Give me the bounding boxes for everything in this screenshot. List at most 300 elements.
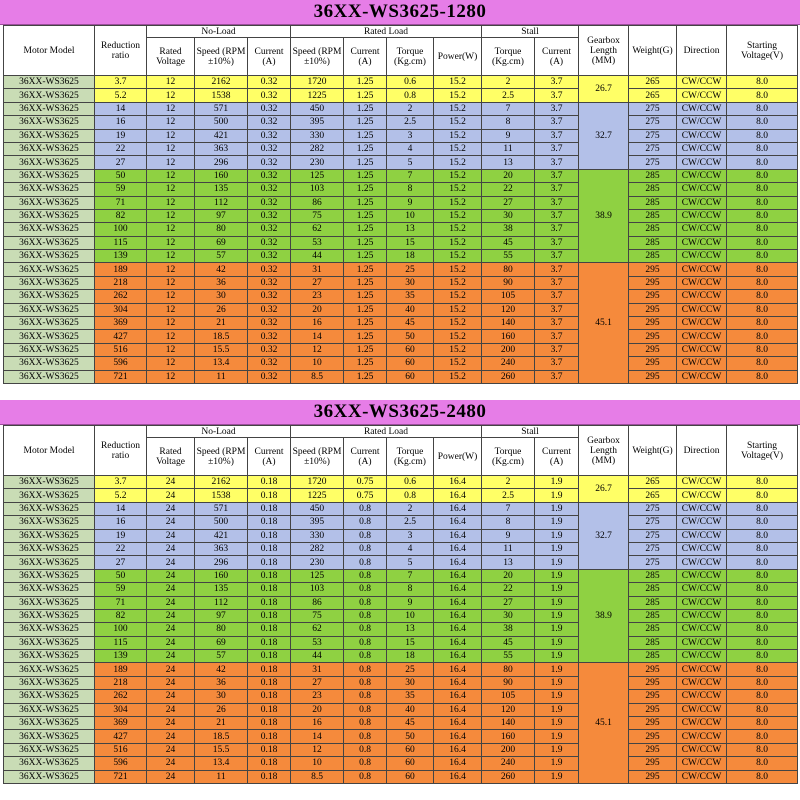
cell-rated-power: 15.2 (434, 209, 482, 222)
cell-stall-current: 1.9 (535, 623, 579, 636)
cell-rated-voltage: 24 (147, 650, 195, 663)
cell-rated-power: 16.4 (434, 542, 482, 555)
cell-rated-power: 15.2 (434, 76, 482, 89)
cell-rated-speed: 44 (291, 650, 344, 663)
cell-reduction-ratio: 427 (95, 730, 147, 743)
cell-rated-torque: 3 (387, 529, 434, 542)
cell-starting-voltage: 8.0 (727, 343, 798, 356)
header-rated-power: Power(W) (434, 38, 482, 76)
cell-starting-voltage: 8.0 (727, 330, 798, 343)
cell-rated-speed: 450 (291, 502, 344, 515)
cell-stall-torque: 260 (482, 770, 535, 783)
cell-noload-current: 0.18 (248, 757, 291, 770)
spec-block-2480 (0, 400, 800, 800)
cell-weight: 285 (629, 183, 677, 196)
cell-starting-voltage: 8.0 (727, 542, 798, 555)
cell-rated-speed: 31 (291, 263, 344, 276)
cell-weight: 275 (629, 516, 677, 529)
cell-weight: 265 (629, 489, 677, 502)
cell-rated-torque: 30 (387, 276, 434, 289)
header-rated-power: Power(W) (434, 438, 482, 476)
cell-rated-current: 0.8 (344, 516, 387, 529)
cell-rated-current: 0.8 (344, 623, 387, 636)
header-noload-speed: Speed (RPM ±10%) (195, 438, 248, 476)
cell-rated-torque: 60 (387, 357, 434, 370)
cell-reduction-ratio: 71 (95, 196, 147, 209)
table-body (4, 476, 798, 784)
cell-motor-model: 36XX-WS3625 (4, 290, 95, 303)
cell-stall-current: 3.7 (535, 236, 579, 249)
cell-rated-voltage: 24 (147, 770, 195, 783)
header-stall: Stall (482, 426, 579, 438)
cell-rated-torque: 15 (387, 236, 434, 249)
cell-reduction-ratio: 71 (95, 596, 147, 609)
cell-stall-torque: 30 (482, 609, 535, 622)
cell-motor-model: 36XX-WS3625 (4, 116, 95, 129)
cell-rated-voltage: 24 (147, 542, 195, 555)
cell-reduction-ratio: 369 (95, 317, 147, 330)
cell-rated-voltage: 12 (147, 156, 195, 169)
cell-stall-torque: 120 (482, 703, 535, 716)
cell-stall-torque: 20 (482, 569, 535, 582)
cell-direction: CW/CCW (677, 102, 727, 115)
cell-weight: 295 (629, 770, 677, 783)
cell-rated-speed: 31 (291, 663, 344, 676)
cell-motor-model: 36XX-WS3625 (4, 609, 95, 622)
cell-noload-current: 0.18 (248, 516, 291, 529)
header-weight: Weight(G) (629, 426, 677, 476)
cell-rated-torque: 0.6 (387, 476, 434, 489)
cell-rated-current: 1.25 (344, 89, 387, 102)
cell-rated-current: 1.25 (344, 317, 387, 330)
cell-noload-current: 0.18 (248, 636, 291, 649)
cell-rated-speed: 62 (291, 623, 344, 636)
cell-rated-voltage: 24 (147, 743, 195, 756)
cell-weight: 285 (629, 650, 677, 663)
cell-direction: CW/CCW (677, 730, 727, 743)
cell-starting-voltage: 8.0 (727, 609, 798, 622)
cell-motor-model: 36XX-WS3625 (4, 156, 95, 169)
cell-noload-current: 0.18 (248, 690, 291, 703)
cell-rated-power: 16.4 (434, 502, 482, 515)
cell-direction: CW/CCW (677, 770, 727, 783)
cell-starting-voltage: 8.0 (727, 743, 798, 756)
cell-rated-voltage: 12 (147, 76, 195, 89)
cell-rated-current: 0.8 (344, 663, 387, 676)
cell-rated-current: 0.8 (344, 730, 387, 743)
cell-rated-current: 1.25 (344, 370, 387, 383)
cell-noload-current: 0.32 (248, 317, 291, 330)
cell-rated-speed: 125 (291, 569, 344, 582)
cell-rated-torque: 45 (387, 317, 434, 330)
cell-direction: CW/CCW (677, 250, 727, 263)
cell-noload-speed: 21 (195, 717, 248, 730)
cell-rated-speed: 27 (291, 676, 344, 689)
cell-rated-speed: 62 (291, 223, 344, 236)
cell-gearbox-length: 45.1 (579, 663, 629, 784)
cell-noload-current: 0.18 (248, 717, 291, 730)
cell-reduction-ratio: 27 (95, 156, 147, 169)
cell-motor-model: 36XX-WS3625 (4, 183, 95, 196)
cell-weight: 285 (629, 596, 677, 609)
cell-rated-torque: 30 (387, 676, 434, 689)
cell-motor-model: 36XX-WS3625 (4, 250, 95, 263)
table-row (4, 743, 798, 756)
cell-rated-speed: 395 (291, 516, 344, 529)
cell-rated-current: 0.8 (344, 690, 387, 703)
cell-reduction-ratio: 218 (95, 276, 147, 289)
cell-rated-speed: 20 (291, 703, 344, 716)
cell-rated-voltage: 12 (147, 89, 195, 102)
cell-rated-torque: 35 (387, 290, 434, 303)
cell-noload-current: 0.32 (248, 303, 291, 316)
cell-motor-model: 36XX-WS3625 (4, 169, 95, 182)
cell-gearbox-length: 32.7 (579, 502, 629, 569)
cell-direction: CW/CCW (677, 569, 727, 582)
cell-rated-speed: 1225 (291, 489, 344, 502)
cell-gearbox-length: 38.9 (579, 169, 629, 263)
cell-rated-voltage: 12 (147, 223, 195, 236)
cell-motor-model: 36XX-WS3625 (4, 223, 95, 236)
header-rated-load: Rated Load (291, 426, 482, 438)
cell-starting-voltage: 8.0 (727, 357, 798, 370)
cell-noload-current: 0.18 (248, 650, 291, 663)
cell-rated-speed: 14 (291, 330, 344, 343)
cell-rated-speed: 12 (291, 743, 344, 756)
cell-rated-voltage: 24 (147, 730, 195, 743)
table-row (4, 129, 798, 142)
cell-rated-speed: 16 (291, 717, 344, 730)
cell-stall-current: 3.7 (535, 276, 579, 289)
cell-rated-torque: 10 (387, 609, 434, 622)
cell-rated-current: 0.8 (344, 583, 387, 596)
cell-noload-speed: 2162 (195, 476, 248, 489)
cell-rated-power: 16.4 (434, 770, 482, 783)
table-row (4, 636, 798, 649)
cell-stall-current: 1.9 (535, 583, 579, 596)
table-row (4, 476, 798, 489)
table-row (4, 156, 798, 169)
cell-stall-current: 1.9 (535, 476, 579, 489)
table-row (4, 690, 798, 703)
cell-starting-voltage: 8.0 (727, 757, 798, 770)
cell-stall-torque: 2.5 (482, 489, 535, 502)
cell-stall-torque: 105 (482, 690, 535, 703)
cell-noload-speed: 1538 (195, 489, 248, 502)
cell-stall-current: 1.9 (535, 730, 579, 743)
cell-noload-speed: 97 (195, 609, 248, 622)
cell-noload-current: 0.32 (248, 102, 291, 115)
cell-motor-model: 36XX-WS3625 (4, 196, 95, 209)
cell-direction: CW/CCW (677, 357, 727, 370)
cell-stall-torque: 55 (482, 650, 535, 663)
table-row (4, 236, 798, 249)
cell-rated-power: 15.2 (434, 196, 482, 209)
cell-rated-power: 16.4 (434, 743, 482, 756)
cell-weight: 275 (629, 156, 677, 169)
cell-motor-model: 36XX-WS3625 (4, 263, 95, 276)
cell-rated-torque: 0.6 (387, 76, 434, 89)
cell-motor-model: 36XX-WS3625 (4, 743, 95, 756)
cell-rated-torque: 2.5 (387, 516, 434, 529)
spec-table (3, 425, 798, 784)
cell-direction: CW/CCW (677, 276, 727, 289)
cell-reduction-ratio: 50 (95, 169, 147, 182)
table-row (4, 357, 798, 370)
header-rated-load: Rated Load (291, 26, 482, 38)
cell-rated-current: 1.25 (344, 263, 387, 276)
cell-stall-current: 1.9 (535, 717, 579, 730)
cell-rated-voltage: 12 (147, 209, 195, 222)
cell-rated-voltage: 12 (147, 303, 195, 316)
cell-stall-current: 3.7 (535, 196, 579, 209)
cell-rated-speed: 23 (291, 290, 344, 303)
cell-starting-voltage: 8.0 (727, 129, 798, 142)
cell-weight: 285 (629, 223, 677, 236)
cell-direction: CW/CCW (677, 317, 727, 330)
cell-noload-current: 0.32 (248, 370, 291, 383)
cell-rated-voltage: 24 (147, 596, 195, 609)
cell-weight: 265 (629, 476, 677, 489)
cell-rated-torque: 8 (387, 183, 434, 196)
cell-starting-voltage: 8.0 (727, 276, 798, 289)
header-gearbox-length: Gearbox Length (MM) (579, 26, 629, 76)
cell-rated-torque: 10 (387, 209, 434, 222)
cell-noload-speed: 15.5 (195, 343, 248, 356)
cell-rated-torque: 60 (387, 757, 434, 770)
cell-stall-torque: 13 (482, 156, 535, 169)
cell-rated-speed: 103 (291, 583, 344, 596)
cell-noload-speed: 26 (195, 703, 248, 716)
cell-starting-voltage: 8.0 (727, 102, 798, 115)
cell-weight: 295 (629, 690, 677, 703)
cell-stall-current: 1.9 (535, 690, 579, 703)
cell-weight: 275 (629, 116, 677, 129)
cell-direction: CW/CCW (677, 542, 727, 555)
header-weight: Weight(G) (629, 26, 677, 76)
cell-starting-voltage: 8.0 (727, 142, 798, 155)
table-row (4, 489, 798, 502)
cell-reduction-ratio: 427 (95, 330, 147, 343)
header-stall-current: Current (A) (535, 38, 579, 76)
cell-noload-speed: 421 (195, 529, 248, 542)
cell-noload-speed: 80 (195, 223, 248, 236)
cell-noload-current: 0.18 (248, 730, 291, 743)
cell-rated-speed: 14 (291, 730, 344, 743)
cell-stall-current: 1.9 (535, 743, 579, 756)
cell-motor-model: 36XX-WS3625 (4, 717, 95, 730)
table-row (4, 263, 798, 276)
cell-motor-model: 36XX-WS3625 (4, 209, 95, 222)
cell-stall-current: 3.7 (535, 116, 579, 129)
cell-stall-current: 1.9 (535, 542, 579, 555)
cell-noload-speed: 80 (195, 623, 248, 636)
table-row (4, 757, 798, 770)
cell-weight: 285 (629, 583, 677, 596)
cell-stall-torque: 38 (482, 623, 535, 636)
cell-direction: CW/CCW (677, 529, 727, 542)
cell-reduction-ratio: 516 (95, 343, 147, 356)
cell-rated-current: 1.25 (344, 209, 387, 222)
cell-rated-current: 1.25 (344, 183, 387, 196)
cell-stall-torque: 30 (482, 209, 535, 222)
table-row (4, 116, 798, 129)
cell-rated-power: 16.4 (434, 569, 482, 582)
cell-rated-voltage: 24 (147, 663, 195, 676)
cell-reduction-ratio: 596 (95, 757, 147, 770)
header-rated-current: Current (A) (344, 38, 387, 76)
cell-stall-current: 3.7 (535, 317, 579, 330)
cell-rated-current: 0.75 (344, 489, 387, 502)
cell-direction: CW/CCW (677, 489, 727, 502)
cell-noload-speed: 30 (195, 690, 248, 703)
cell-gearbox-length: 26.7 (579, 476, 629, 503)
table-row (4, 370, 798, 383)
cell-reduction-ratio: 5.2 (95, 89, 147, 102)
cell-stall-torque: 160 (482, 730, 535, 743)
cell-rated-voltage: 12 (147, 129, 195, 142)
header-reduction-ratio: Reduction ratio (95, 426, 147, 476)
cell-motor-model: 36XX-WS3625 (4, 129, 95, 142)
cell-direction: CW/CCW (677, 516, 727, 529)
table-row (4, 343, 798, 356)
cell-stall-current: 3.7 (535, 343, 579, 356)
cell-motor-model: 36XX-WS3625 (4, 357, 95, 370)
header-starting-voltage: Starting Voltage(V) (727, 426, 798, 476)
cell-motor-model: 36XX-WS3625 (4, 556, 95, 569)
cell-noload-speed: 57 (195, 250, 248, 263)
cell-starting-voltage: 8.0 (727, 89, 798, 102)
cell-rated-power: 16.4 (434, 516, 482, 529)
cell-weight: 295 (629, 357, 677, 370)
header-direction: Direction (677, 26, 727, 76)
cell-noload-speed: 160 (195, 169, 248, 182)
cell-motor-model: 36XX-WS3625 (4, 76, 95, 89)
cell-direction: CW/CCW (677, 343, 727, 356)
cell-stall-current: 1.9 (535, 770, 579, 783)
cell-stall-current: 1.9 (535, 569, 579, 582)
cell-stall-torque: 27 (482, 196, 535, 209)
cell-rated-torque: 9 (387, 196, 434, 209)
cell-noload-current: 0.18 (248, 542, 291, 555)
cell-motor-model: 36XX-WS3625 (4, 757, 95, 770)
cell-stall-current: 1.9 (535, 703, 579, 716)
table-row (4, 730, 798, 743)
cell-noload-current: 0.32 (248, 357, 291, 370)
cell-rated-power: 16.4 (434, 703, 482, 716)
cell-rated-speed: 450 (291, 102, 344, 115)
cell-weight: 295 (629, 703, 677, 716)
cell-motor-model: 36XX-WS3625 (4, 142, 95, 155)
cell-motor-model: 36XX-WS3625 (4, 102, 95, 115)
cell-gearbox-length: 26.7 (579, 76, 629, 103)
cell-motor-model: 36XX-WS3625 (4, 276, 95, 289)
cell-starting-voltage: 8.0 (727, 250, 798, 263)
cell-weight: 275 (629, 142, 677, 155)
cell-noload-current: 0.32 (248, 196, 291, 209)
cell-noload-speed: 13.4 (195, 757, 248, 770)
cell-direction: CW/CCW (677, 663, 727, 676)
cell-reduction-ratio: 369 (95, 717, 147, 730)
cell-rated-torque: 18 (387, 250, 434, 263)
cell-noload-speed: 500 (195, 516, 248, 529)
cell-rated-speed: 1720 (291, 76, 344, 89)
cell-rated-voltage: 12 (147, 343, 195, 356)
cell-rated-power: 16.4 (434, 529, 482, 542)
cell-reduction-ratio: 721 (95, 770, 147, 783)
cell-rated-speed: 230 (291, 156, 344, 169)
cell-reduction-ratio: 189 (95, 663, 147, 676)
table-row (4, 583, 798, 596)
table-row (4, 89, 798, 102)
cell-direction: CW/CCW (677, 556, 727, 569)
cell-rated-speed: 125 (291, 169, 344, 182)
cell-stall-current: 3.7 (535, 263, 579, 276)
cell-starting-voltage: 8.0 (727, 730, 798, 743)
cell-stall-torque: 11 (482, 542, 535, 555)
header-starting-voltage: Starting Voltage(V) (727, 26, 798, 76)
cell-stall-current: 1.9 (535, 502, 579, 515)
cell-rated-speed: 10 (291, 757, 344, 770)
cell-weight: 295 (629, 263, 677, 276)
cell-stall-torque: 22 (482, 583, 535, 596)
table-row (4, 330, 798, 343)
cell-rated-power: 15.2 (434, 223, 482, 236)
cell-stall-current: 3.7 (535, 303, 579, 316)
cell-stall-torque: 7 (482, 102, 535, 115)
cell-rated-power: 16.4 (434, 596, 482, 609)
cell-rated-power: 15.2 (434, 290, 482, 303)
cell-rated-voltage: 12 (147, 196, 195, 209)
cell-noload-speed: 26 (195, 303, 248, 316)
cell-rated-speed: 330 (291, 529, 344, 542)
cell-stall-current: 3.7 (535, 183, 579, 196)
cell-weight: 295 (629, 663, 677, 676)
cell-stall-torque: 240 (482, 357, 535, 370)
cell-stall-torque: 11 (482, 142, 535, 155)
table-row (4, 196, 798, 209)
cell-starting-voltage: 8.0 (727, 623, 798, 636)
cell-rated-voltage: 12 (147, 169, 195, 182)
cell-stall-torque: 7 (482, 502, 535, 515)
cell-starting-voltage: 8.0 (727, 663, 798, 676)
cell-rated-torque: 50 (387, 730, 434, 743)
cell-rated-torque: 60 (387, 743, 434, 756)
table-row (4, 317, 798, 330)
cell-starting-voltage: 8.0 (727, 489, 798, 502)
cell-rated-power: 16.4 (434, 690, 482, 703)
cell-noload-current: 0.18 (248, 502, 291, 515)
cell-direction: CW/CCW (677, 502, 727, 515)
cell-weight: 285 (629, 623, 677, 636)
cell-noload-current: 0.32 (248, 276, 291, 289)
header-rated-voltage: Rated Voltage (147, 438, 195, 476)
header-direction: Direction (677, 426, 727, 476)
cell-rated-torque: 5 (387, 556, 434, 569)
cell-starting-voltage: 8.0 (727, 596, 798, 609)
cell-direction: CW/CCW (677, 703, 727, 716)
cell-motor-model: 36XX-WS3625 (4, 89, 95, 102)
table-row (4, 623, 798, 636)
cell-stall-torque: 8 (482, 116, 535, 129)
cell-rated-torque: 15 (387, 636, 434, 649)
cell-rated-current: 1.25 (344, 236, 387, 249)
cell-rated-power: 15.2 (434, 102, 482, 115)
cell-rated-voltage: 24 (147, 717, 195, 730)
cell-rated-torque: 4 (387, 542, 434, 555)
cell-reduction-ratio: 100 (95, 223, 147, 236)
cell-reduction-ratio: 115 (95, 236, 147, 249)
